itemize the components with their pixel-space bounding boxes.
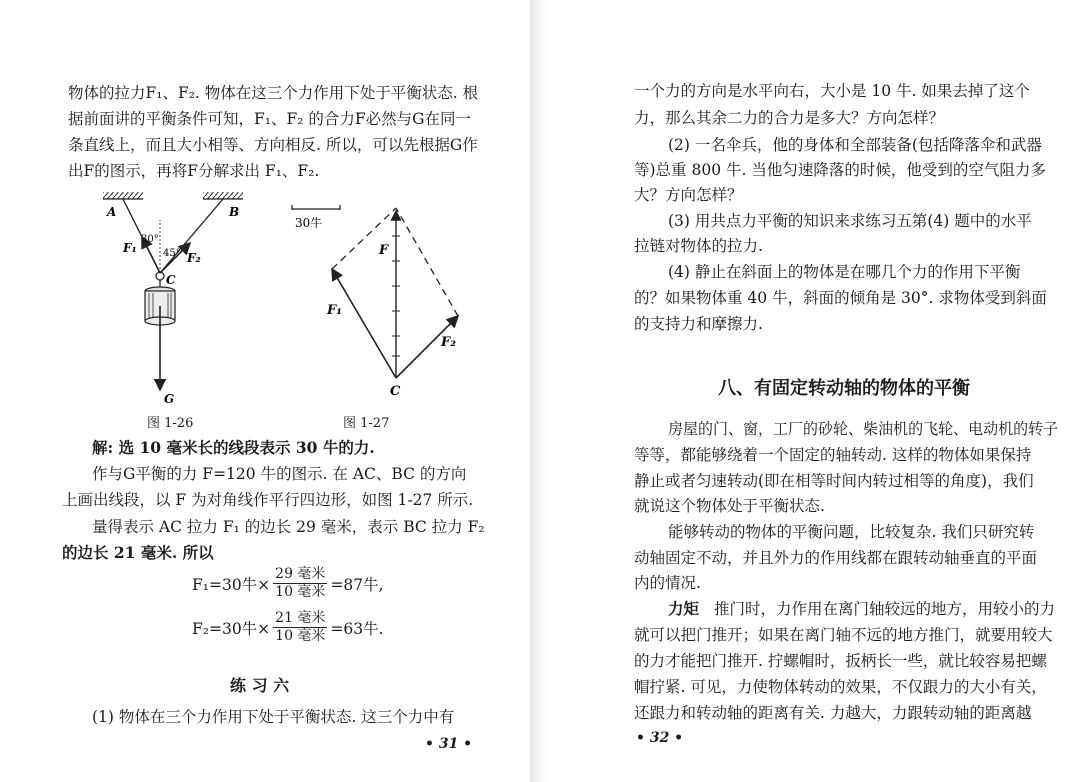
formula-f2-lhs: F₂=30牛× [192,619,271,638]
formula-f1 [192,566,384,601]
torque-line: 就可以把门推开；如果在离门轴不远的地方推门，就要用较大 [634,626,1053,644]
label-c: C [166,273,176,287]
label-f2: F₂ [187,251,201,265]
page-number-left: • 31 • [425,736,473,752]
solution-line: 量得表示 AC 拉力 F₁ 的边长 29 毫米，表示 BC 拉力 F₂ [92,518,485,536]
formula-f1-lhs: F₁=30牛× [192,575,271,594]
solution-line: 的边长 21 毫米. 所以 [62,543,214,562]
exercise-line: (4) 静止在斜面上的物体是在哪几个力的作用下平衡 [668,263,1021,281]
figure-1-26 [95,190,275,410]
solution-line: 作与G平衡的力 F=120 牛的图示. 在 AC、BC 的方向 [92,465,467,483]
ceiling-hatch-a [103,192,143,199]
dashed-side-right [396,208,458,316]
solution-line: 上画出线段，以 F 为对角线作平行四边形，如图 1-27 所示. [62,491,474,509]
section-title: 八、有固定转动轴的物体的平衡 [718,378,970,399]
book-gutter [530,0,548,782]
body-line: 就说这个物体处于平衡状态. [634,497,825,515]
exercise-line: (1) 物体在三个力作用下处于平衡状态. 这三个力中有 [92,708,455,726]
label-f1: F₁ [123,241,137,255]
exercise-line: 的？如果物体重 40 牛，斜面的倾角是 30°. 求物体受到斜面 [634,289,1047,307]
torque-paragraph-first-line [668,597,1055,621]
exercise-line: 力，那么其余二力的合力是多大？方向怎样？ [634,109,945,127]
torque-term: 力矩 [668,600,700,618]
caption-1-27: 图 1-27 [343,416,390,431]
label-c: C [390,384,401,399]
label-f1: F₁ [327,303,342,318]
label-g: G [164,392,175,406]
formula-f1-numerator: 29 毫米 [275,566,326,582]
body-line: 房屋的门、窗，工厂的砂轮、柴油机的飞轮、电动机的转子 [668,420,1059,438]
exercise-line: 的支持力和摩擦力. [634,315,763,333]
torque-line: 帽拧紧. 可见，力使物体转动的效果，不仅跟力的大小有关， [634,678,1047,696]
formula-f2-fraction [273,610,327,645]
torque-line: 推门时，力作用在离门轴较远的地方，用较小的力 [713,600,1055,618]
body-line: 动轴固定不动，并且外力的作用线都在跟转动轴垂直的平面 [634,549,1038,567]
exercise-line: (3) 用共点力平衡的知识来求练习五第(4) 题中的水平 [668,212,1032,230]
angle-30: 30° [141,234,159,245]
formula-f2-denominator: 10 毫米 [275,628,326,644]
torque-line: 的力才能把门推开. 拧螺帽时，扳柄长一些，就比较容易把螺 [634,652,1047,670]
ring-c [156,272,164,280]
formula-f1-denominator: 10 毫米 [275,584,326,600]
paragraph-line: 物体的拉力F₁、F₂. 物体在这三个力作用下处于平衡状态. 根 [68,84,479,102]
exercise-line: 拉链对物体的拉力. [634,237,763,255]
caption-1-26: 图 1-26 [147,416,194,431]
paragraph-line: 据前面讲的平衡条件可知，F₁、F₂ 的合力F必然与G在同一 [68,110,472,128]
exercise-line: 等)总重 800 牛. 当他匀速降落的时候，他受到的空气阻力多 [634,161,1046,179]
exercise-title: 练 习 六 [230,676,290,695]
exercise-line: (2) 一名伞兵，他的身体和全部装备(包括降落伞和武器 [668,136,1042,154]
label-a: A [107,205,117,219]
right-page [548,0,1080,782]
paragraph-line: 条直线上，而且大小相等、方向相反. 所以，可以先根据G作 [68,136,478,154]
left-page [0,0,530,782]
label-f: F [379,243,389,258]
label-b: B [229,205,240,219]
f1-arrow [332,269,396,378]
formula-f1-fraction [273,566,327,601]
exercise-line: 一个力的方向是水平向右，大小是 10 牛. 如果去掉了这个 [634,82,1030,100]
formula-f2-rhs: =63牛. [330,619,384,638]
page-number-right: • 32 • [636,730,684,746]
body-line: 能够转动的物体的平衡问题，比较复杂. 我们只研究转 [668,523,1035,541]
scale-label: 30牛 [295,216,323,230]
figure-1-27 [282,196,482,408]
formula-f2-numerator: 21 毫米 [275,610,326,626]
body-line: 等等，都能够绕着一个固定的轴转动. 这样的物体如果保持 [634,446,1032,464]
body-line: 内的情况. [634,574,701,592]
formula-f2 [192,610,384,645]
body-line: 静止或者匀速转动(即在相等时间内转过相等的角度)，我们 [634,472,1034,490]
formula-f1-rhs: =87牛, [330,575,384,594]
paragraph-line: 出F的图示，再将F分解求出 F₁、F₂. [68,162,320,180]
angle-45: 45° [163,248,181,259]
solution-line: 解: 选 10 毫米长的线段表示 30 牛的力. [92,438,375,457]
ceiling-hatch-b [203,192,243,199]
dashed-side-left [332,208,396,269]
exercise-line: 大？方向怎样？ [634,186,743,204]
torque-line: 还跟力和转动轴的距离有关. 力越大，力跟转动轴的距离越 [634,704,1032,722]
label-f2: F₂ [441,335,456,350]
